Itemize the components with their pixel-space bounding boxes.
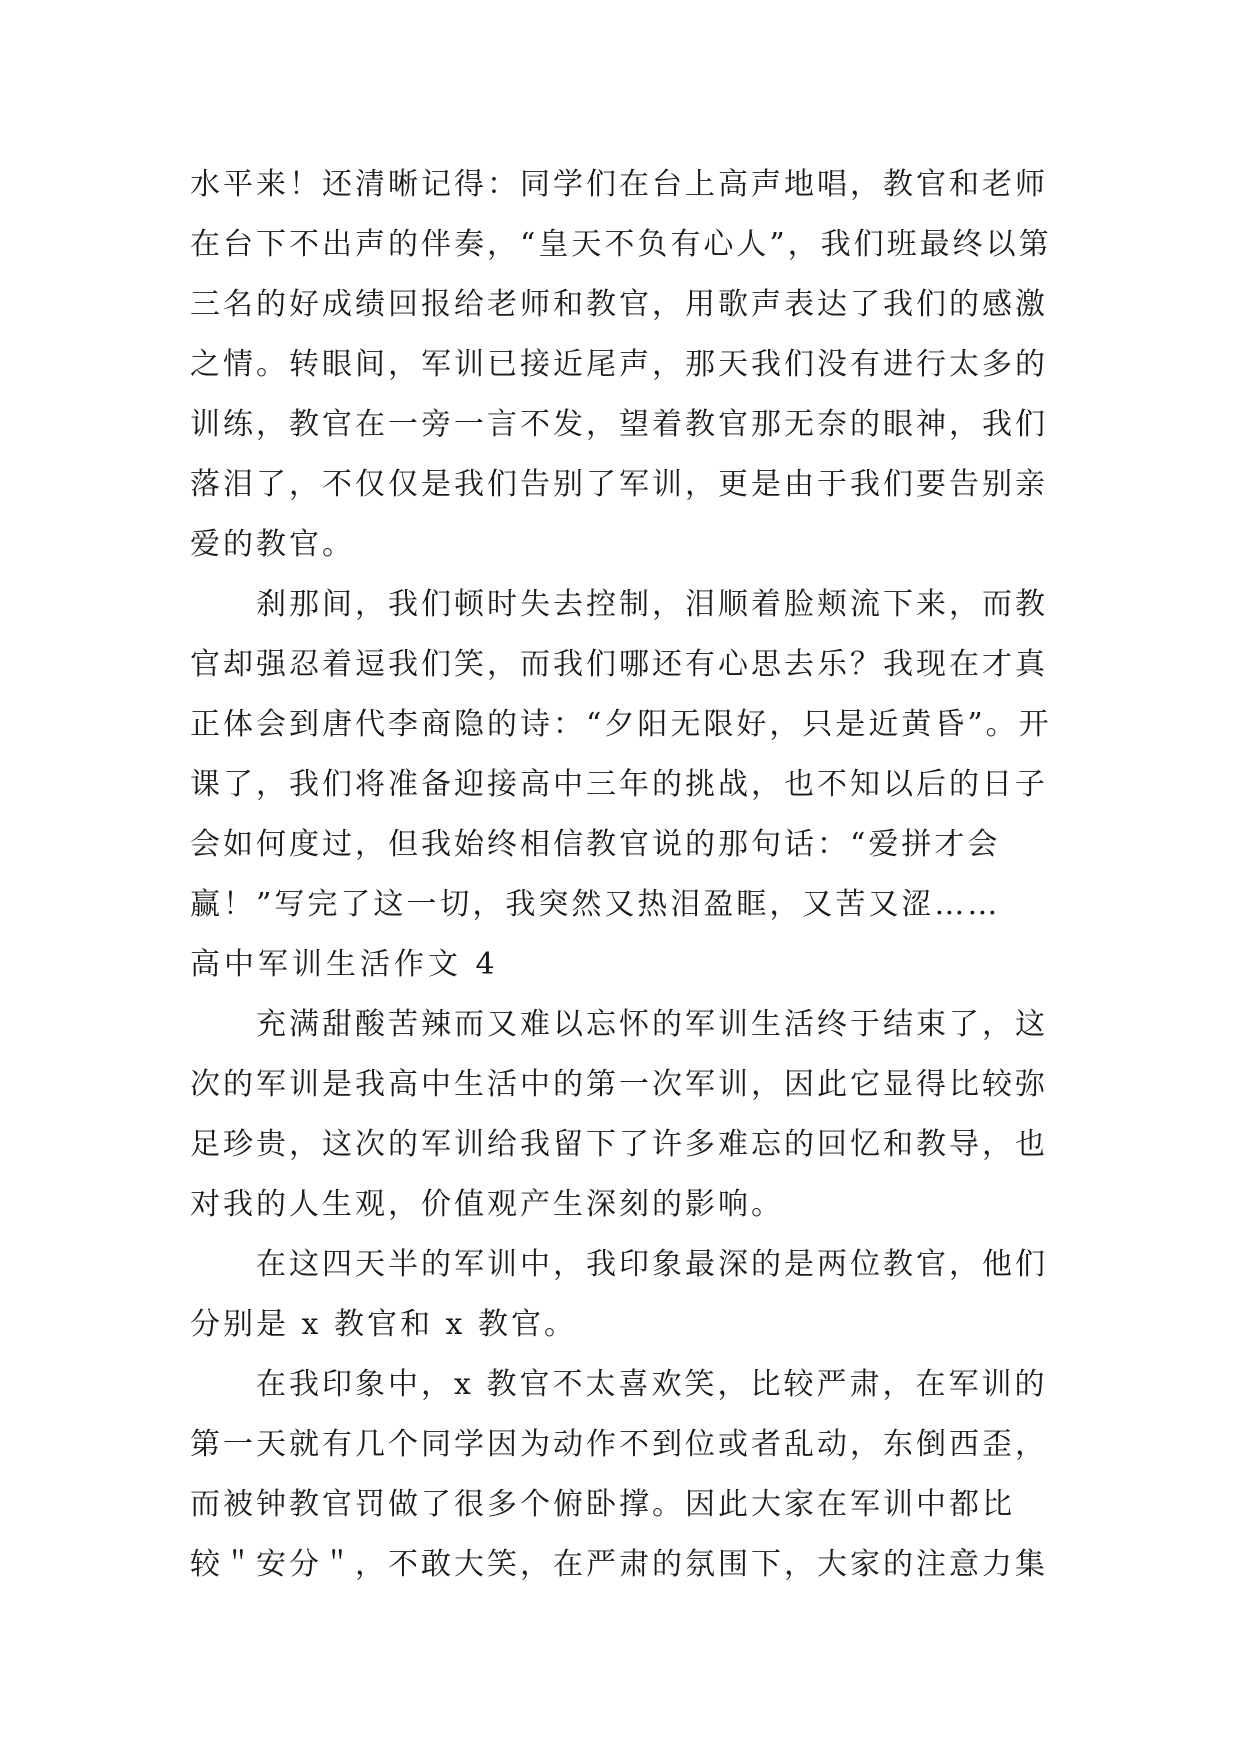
paragraph-start-line: 刹那间，我们顿时失去控制，泪顺着脸颊流下来，而教 [256, 587, 1048, 622]
text-line: 之情。转眼间，军训已接近尾声，那天我们没有进行太多的 [190, 347, 1048, 382]
text-line: 对我的人生观，价值观产生深刻的影响。 [190, 1187, 784, 1222]
paragraph-start-line: 在我印象中，x 教官不太喜欢笑，比较严肃，在军训的 [256, 1367, 1048, 1402]
text-line: 正体会到唐代李商隐的诗：“夕阳无限好，只是近黄昏”。开 [190, 707, 1052, 742]
text-line: 赢！”写完了这一切，我突然又热泪盈眶，又苦又涩…… [190, 887, 1001, 922]
text-line: 官却强忍着逗我们笑，而我们哪还有心思去乐？我现在才真 [190, 647, 1048, 682]
text-line: 三名的好成绩回报给老师和教官，用歌声表达了我们的感激 [190, 287, 1048, 322]
paragraph-start-line: 充满甜酸苦辣而又难以忘怀的军训生活终于结束了，这 [256, 1007, 1048, 1042]
paragraph-start-line: 在这四天半的军训中，我印象最深的是两位教官，他们 [256, 1247, 1048, 1282]
text-line: 第一天就有几个同学因为动作不到位或者乱动，东倒西歪， [190, 1427, 1048, 1462]
text-line: 会如何度过，但我始终相信教官说的那句话：“爱拼才会 [190, 827, 1001, 862]
text-line: 课了，我们将准备迎接高中三年的挑战，也不知以后的日子 [190, 767, 1048, 802]
text-line: 在台下不出声的伴奏，“皇天不负有心人”，我们班最终以第 [190, 227, 1052, 262]
text-line: 落泪了，不仅仅是我们告别了军训，更是由于我们要告别亲 [190, 467, 1048, 502]
text-line: 分别是 x 教官和 x 教官。 [190, 1307, 577, 1342]
section-heading: 高中军训生活作文 4 [190, 947, 499, 982]
text-line: 较＂安分＂，不敢大笑，在严肃的氛围下，大家的注意力集 [190, 1547, 1048, 1582]
text-line: 爱的教官。 [190, 527, 355, 562]
text-line: 训练，教官在一旁一言不发，望着教官那无奈的眼神，我们 [190, 407, 1048, 442]
text-line: 足珍贵，这次的军训给我留下了许多难忘的回忆和教导，也 [190, 1127, 1048, 1162]
document-page [190, 160, 1060, 1600]
text-line: 次的军训是我高中生活中的第一次军训，因此它显得比较弥 [190, 1067, 1048, 1102]
text-line: 水平来！还清晰记得：同学们在台上高声地唱，教官和老师 [190, 167, 1048, 202]
text-line: 而被钟教官罚做了很多个俯卧撑。因此大家在军训中都比 [190, 1487, 1015, 1522]
